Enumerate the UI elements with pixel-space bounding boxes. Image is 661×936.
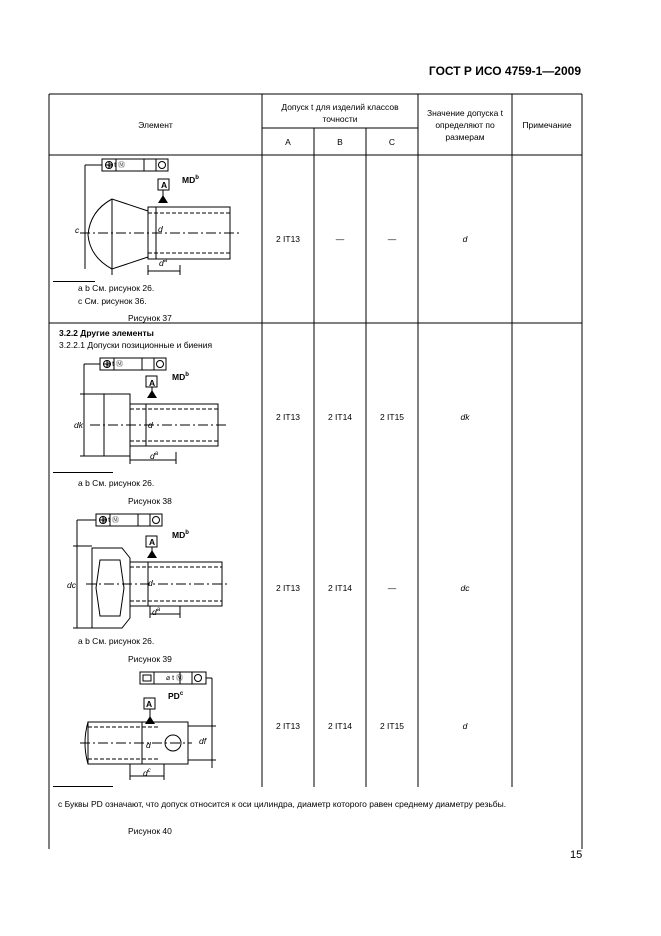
header-element: Элемент xyxy=(138,120,173,130)
fig38-dim-dk: dk xyxy=(74,420,83,430)
fig40-datum-label: A xyxy=(146,699,153,709)
section-subtitle: 3.2.2.1 Допуски позиционные и биения xyxy=(59,340,213,350)
row39-class-a: 2 IT13 xyxy=(275,583,301,593)
fig37-caption: Рисунок 37 xyxy=(128,313,172,323)
fig38-footnote-1: a b См. рисунок 26. xyxy=(78,478,155,488)
row37-class-a: 2 IT13 xyxy=(275,234,301,244)
header-class-a: A xyxy=(285,137,291,147)
fig39-md-label: $MD^b$ xyxy=(172,530,189,540)
section-title: 3.2.2 Другие элементы xyxy=(59,328,154,338)
figure-37-drawing xyxy=(60,157,255,277)
row39-class-b: 2 IT14 xyxy=(327,583,353,593)
fig39-caption: Рисунок 39 xyxy=(128,654,172,664)
header-class-c: C xyxy=(388,137,396,147)
fig37-datum-label: A xyxy=(161,180,168,190)
row39-class-c: — xyxy=(387,583,397,593)
fig40-footnote-rule xyxy=(53,786,113,787)
header-note: Примечание xyxy=(522,120,572,130)
fig37-dim-d: d xyxy=(158,224,163,234)
row38-class-c: 2 IT15 xyxy=(379,412,405,422)
fig37-footnote-1: a b См. рисунок 26. xyxy=(78,283,155,293)
fig37-frame-label: ⌀ t Ⓜ xyxy=(108,162,126,169)
row37-class-b: — xyxy=(335,234,345,244)
fig39-frame-label: ⌀ t Ⓜ xyxy=(102,517,120,524)
fig37-footnote-rule xyxy=(53,281,95,282)
fig40-dim-df: df xyxy=(199,736,207,746)
fig39-dim-d: d xyxy=(148,578,153,588)
row40-class-c: 2 IT15 xyxy=(379,721,405,731)
header-class-b: B xyxy=(337,137,343,147)
fig37-md-label: $MD^b$ xyxy=(182,175,199,185)
row40-class-b: 2 IT14 xyxy=(327,721,353,731)
page-number: 15 xyxy=(570,849,583,861)
fig40-dim-d: d xyxy=(146,740,151,750)
fig40-caption: Рисунок 40 xyxy=(128,826,172,836)
fig38-dim-da: $d^a$ xyxy=(150,451,159,461)
figure-40-drawing xyxy=(80,670,250,782)
fig39-dim-dc: dc xyxy=(67,580,76,590)
row39-size: dc xyxy=(460,583,470,593)
fig38-caption: Рисунок 38 xyxy=(128,496,172,506)
header-tolerance: Допуск t для изделий классов точности xyxy=(281,102,399,124)
row40-size: d xyxy=(462,721,468,731)
fig39-footnote-1: a b См. рисунок 26. xyxy=(78,636,155,646)
fig40-frame-label: ⌀ t Ⓜ xyxy=(166,675,184,682)
fig38-md-label: $MD^b$ xyxy=(172,372,189,382)
row38-class-a: 2 IT13 xyxy=(275,412,301,422)
fig39-dim-da: $d^a$ xyxy=(152,607,161,617)
fig38-frame-label: ⌀ t Ⓜ xyxy=(106,361,124,368)
row40-class-a: 2 IT13 xyxy=(275,721,301,731)
fig38-footnote-rule xyxy=(53,472,113,473)
document-id: ГОСТ Р ИСО 4759-1—2009 xyxy=(428,64,581,78)
fig38-datum-label: A xyxy=(149,378,156,388)
fig37-dim-da: $d^a$ xyxy=(159,258,168,268)
fig37-footnote-2: c См. рисунок 36. xyxy=(78,296,147,306)
fig40-footnote-1: c Буквы PD означают, что допуск относится к оси цилиндра, диаметр которого равен среднему диаметру резьбы. xyxy=(58,799,507,809)
fig37-dim-c: c xyxy=(75,225,80,235)
row37-class-c: — xyxy=(387,234,397,244)
fig40-pd-label: $PD^c$ xyxy=(168,691,184,701)
row38-class-b: 2 IT14 xyxy=(327,412,353,422)
header-size: Значение допуска t определяют по размерам xyxy=(426,108,504,142)
fig38-dim-d: d xyxy=(148,420,153,430)
row37-size: d xyxy=(462,234,468,244)
row38-size: dk xyxy=(460,412,470,422)
fig39-datum-label: A xyxy=(149,537,156,547)
fig40-dim-dp: $d^c$ xyxy=(143,768,151,778)
